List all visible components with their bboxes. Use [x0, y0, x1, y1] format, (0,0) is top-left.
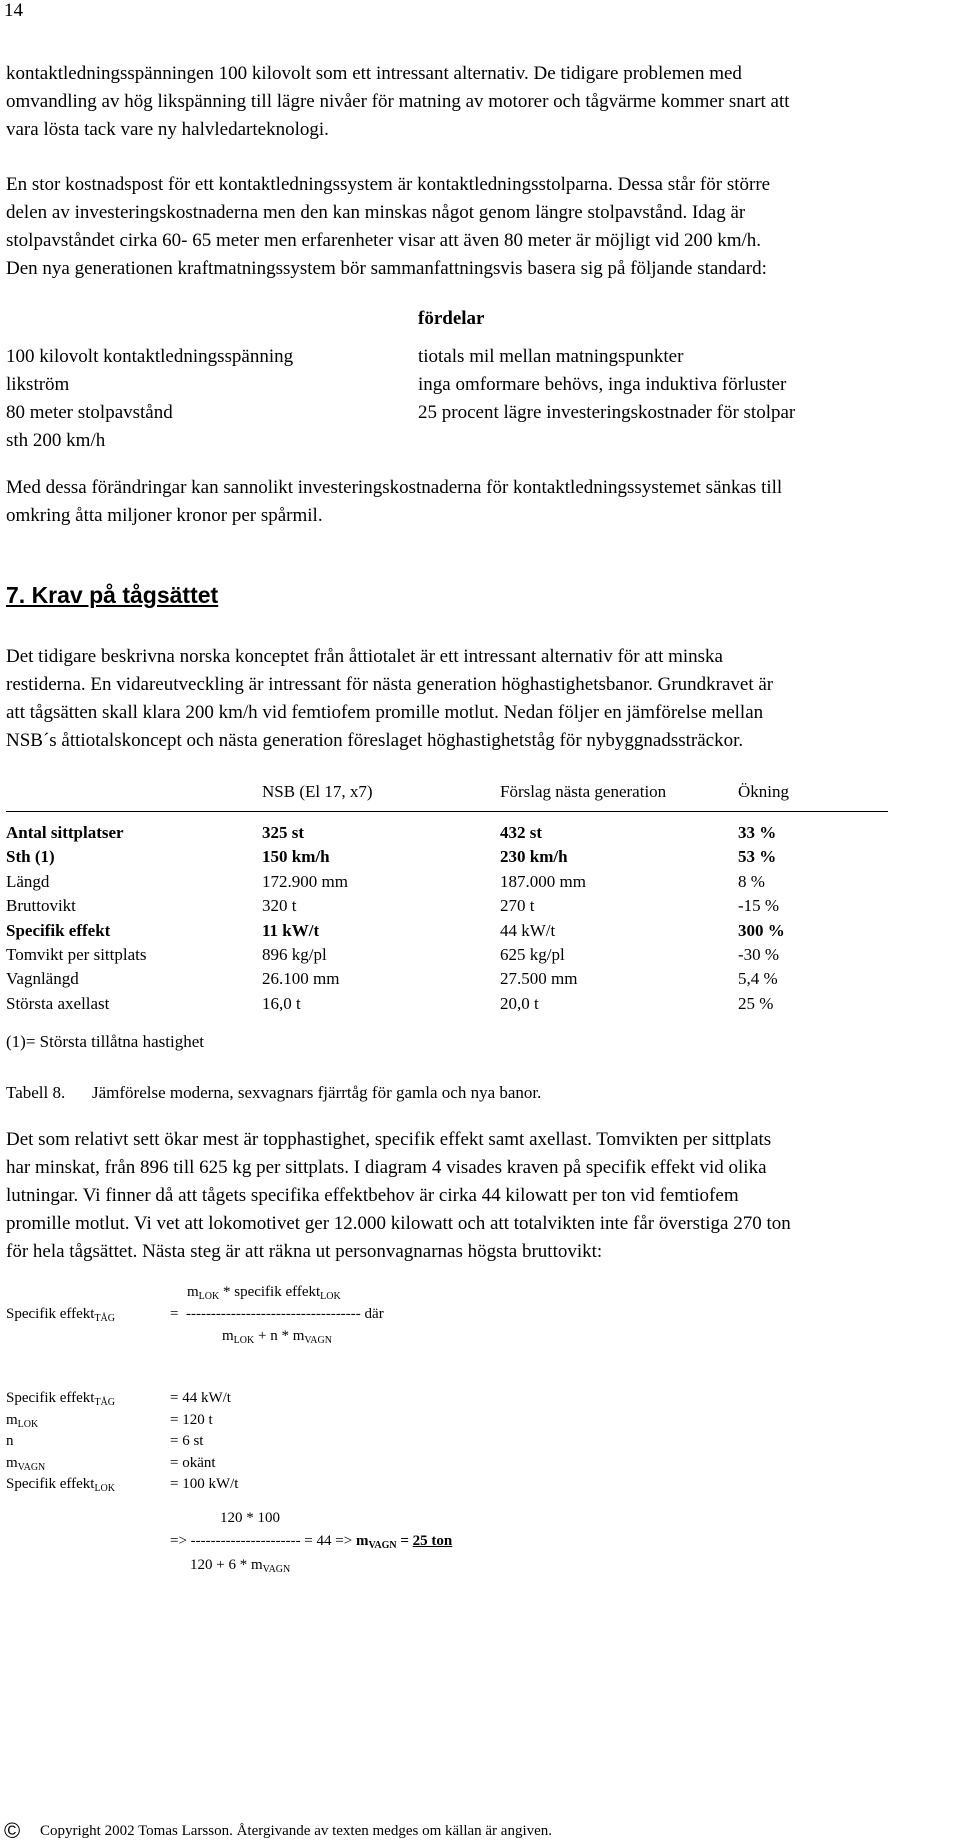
table-cell-okning: 300 %: [738, 920, 785, 940]
text-line: Med dessa förändringar kan sannolikt investeringskostnaderna för kontaktledningssystemet sänkas till: [6, 477, 783, 498]
text-line: Den nya generationen kraftmatningssystem bör sammanfattningsvis basera sig på följande standard:: [6, 258, 767, 279]
text-line: omvandling av hög likspänning till lägre nivåer för matning av motorer och tågvärme kommer snart att: [6, 91, 790, 112]
table-footnote: (1)= Största tillåtna hastighet: [6, 1032, 204, 1051]
calc-line: [170, 1533, 452, 1551]
calc-subscript: VAGN: [368, 1540, 397, 1551]
variable-value: = 120 t: [170, 1411, 213, 1428]
variable-name: n: [6, 1433, 14, 1449]
calc-numerator: 120 * 100: [220, 1510, 280, 1526]
variable-row: [6, 1412, 38, 1430]
text-line: vara lösta tack vare ny halvledarteknologi.: [6, 119, 329, 140]
table-caption: Jämförelse moderna, sexvagnars fjärrtåg för gamla och nya banor.: [92, 1083, 542, 1102]
advantage-item: 25 procent lägre investeringskostnader för stolpar: [418, 402, 796, 423]
table-cell-forslag: 230 km/h: [500, 847, 568, 867]
table-cell-forslag: 20,0 t: [500, 993, 539, 1013]
table-cell-nsb: 150 km/h: [262, 847, 330, 867]
variable-row: [6, 1390, 115, 1408]
formula-text: Specifik effekt: [6, 1306, 95, 1322]
formula-text: + n * m: [254, 1328, 305, 1344]
table-cell-forslag: 432 st: [500, 823, 543, 842]
variable-subscript: VAGN: [17, 1461, 46, 1473]
text-line: stolpavståndet cirka 60- 65 meter men erfarenheter visar att även 80 meter är möjligt vid 200 km/h.: [6, 230, 761, 251]
variable-value: = 44 kW/t: [170, 1390, 231, 1406]
standard-item: 100 kilovolt kontaktledningsspänning: [6, 346, 294, 367]
page-number: 14: [4, 0, 23, 21]
calc-symbol: m: [355, 1533, 369, 1549]
variable-value: = 100 kW/t: [170, 1476, 239, 1492]
advantage-item: inga omformare behövs, inga induktiva förluster: [418, 374, 787, 395]
text-line: promille motlut. Vi vet att lokomotivet ger 12.000 kilowatt och att totalvikten inte får överstiga 270 ton: [6, 1213, 791, 1234]
calc-result: 25 ton: [412, 1533, 453, 1549]
calc-text: => ---------------------- = 44 =>: [170, 1533, 356, 1549]
variable-name: m: [6, 1454, 18, 1471]
table-cell-nsb: 11 kW/t: [262, 920, 320, 940]
variable-subscript: TÅG: [94, 1397, 116, 1408]
standard-item: 80 meter stolpavstånd: [6, 402, 173, 423]
table-cell-forslag: 187.000 mm: [500, 871, 586, 891]
formula-subscript: LOK: [233, 1335, 255, 1346]
variable-subscript: LOK: [94, 1483, 116, 1494]
text-line: Det som relativt sett ökar mest är topphastighet, specifik effekt samt axellast. Tomvikten per sittplats: [6, 1129, 772, 1150]
variable-row: [6, 1476, 115, 1494]
table-cell-label: Antal sittplatser: [6, 823, 124, 842]
formula-text: * specifik effekt: [219, 1284, 321, 1300]
advantage-item: tiotals mil mellan matningspunkter: [418, 346, 684, 367]
comparison-table: [0, 770, 960, 1013]
paragraph-intro: [6, 60, 954, 144]
table-cell-okning: 8 %: [738, 871, 765, 891]
table-cell-forslag: 44 kW/t: [500, 920, 556, 940]
standard-list: [6, 343, 293, 455]
table-cell-label: Vagnlängd: [6, 969, 79, 989]
text-line: har minskat, från 896 till 625 kg per sittplats. I diagram 4 visades kraven på specifik effekt vid olika: [6, 1157, 767, 1178]
footer-copyright: Copyright 2002 Tomas Larsson. Återgivande av texten medges om källan är angiven.: [40, 1823, 553, 1839]
paragraph-krav: [6, 643, 954, 755]
text-line: för hela tågsättet. Nästa steg är att räkna ut personvagnarnas högsta bruttovikt:: [6, 1241, 603, 1262]
variable-name: m: [6, 1411, 18, 1428]
formula-subscript: LOK: [198, 1291, 220, 1302]
table-cell-label: Bruttovikt: [6, 896, 76, 916]
text-line: omkring åtta miljoner kronor per spårmil.: [6, 505, 323, 526]
text-line: delen av investeringskostnaderna men den kan minskas något genom längre stolpavstånd. Idag är: [6, 202, 746, 223]
text-line: Det tidigare beskrivna norska konceptet från åttiotalet är ett intressant alternativ för att minska: [6, 646, 723, 667]
fordelar-heading: fördelar: [418, 308, 485, 329]
formula-subscript: TÅG: [94, 1313, 116, 1324]
table-cell-nsb: 172.900 mm: [262, 871, 348, 891]
table-cell-forslag: 625 kg/pl: [500, 945, 565, 964]
variable-name: Specifik effekt: [6, 1476, 95, 1492]
variable-row: [6, 1433, 14, 1450]
formula-fraction-line: = ----------------------------------- där: [170, 1306, 384, 1322]
table-cell-label: Tomvikt per sittplats: [6, 945, 147, 964]
table-cell-label: Sth (1): [6, 847, 55, 867]
text-line: En stor kostnadspost för ett kontaktledningssystem är kontaktledningsstolparna. Dessa står för större: [6, 174, 771, 195]
calc-equals: =: [396, 1533, 413, 1549]
text-line: lutningar. Vi finner då att tågets specifika effektbehov är cirka 44 kilowatt per ton vid femtiofem: [6, 1185, 739, 1206]
variable-value: = 6 st: [170, 1433, 204, 1449]
table-cell-okning: 53 %: [738, 847, 777, 867]
table-cell-okning: 5,4 %: [738, 969, 778, 989]
copyright-icon: ©: [4, 1818, 21, 1843]
formula-denominator: [222, 1328, 332, 1346]
variable-value: = okänt: [170, 1454, 216, 1471]
column-header-nsb: NSB (El 17, x7): [262, 782, 373, 801]
formula-lhs: [6, 1306, 115, 1324]
table-cell-okning: -15 %: [738, 896, 780, 916]
table-cell-nsb: 320 t: [262, 896, 297, 916]
variable-subscript: LOK: [17, 1418, 39, 1430]
paragraph-analysis: [6, 1126, 954, 1266]
text-line: restiderna. En vidareutveckling är intressant för nästa generation höghastighetsbanor. Grundkravet är: [6, 674, 774, 695]
advantages-list: [418, 343, 795, 427]
paragraph-conclusion: [6, 474, 954, 530]
table-cell-label: Största axellast: [6, 993, 110, 1013]
table-caption-label: Tabell 8.: [6, 1083, 66, 1102]
section-heading: 7. Krav på tågsättet: [6, 582, 219, 608]
column-header-forslag: Förslag nästa generation: [500, 782, 667, 801]
calc-denominator: [190, 1557, 290, 1575]
table-cell-label: Specifik effekt: [6, 920, 111, 940]
calc-subscript: VAGN: [262, 1564, 291, 1575]
table-cell-forslag: 27.500 mm: [500, 969, 578, 989]
table-cell-nsb: 26.100 mm: [262, 969, 340, 989]
column-header-okning: Ökning: [738, 782, 789, 801]
text-line: att tågsätten skall klara 200 km/h vid femtiofem promille motlut. Nedan följer en jämförelse mellan: [6, 702, 764, 723]
table-cell-forslag: 270 t: [500, 896, 535, 916]
table-cell-okning: 33 %: [738, 823, 777, 842]
standard-item: likström: [6, 374, 70, 395]
text-line: kontaktledningsspänningen 100 kilovolt som ett intressant alternativ. De tidigare problemen med: [6, 63, 742, 84]
table-cell-nsb: 896 kg/pl: [262, 945, 327, 964]
variable-row: [6, 1455, 45, 1473]
formula-subscript: VAGN: [304, 1335, 332, 1346]
paragraph-stolpar: [6, 171, 954, 283]
variable-name: Specifik effekt: [6, 1390, 95, 1406]
table-header-rule: [6, 811, 888, 812]
table-cell-label: Längd: [6, 871, 50, 891]
formula-numerator: [187, 1284, 341, 1302]
formula-subscript: LOK: [320, 1291, 341, 1302]
table-cell-okning: -30 %: [738, 945, 780, 964]
text-line: NSB´s åttiotalskoncept och nästa generation föreslaget höghastighetståg för nybyggnadssträckor.: [6, 730, 744, 751]
table-cell-nsb: 325 st: [262, 823, 305, 842]
formula-symbol: m: [187, 1284, 199, 1300]
standard-item: sth 200 km/h: [6, 430, 106, 451]
formula-symbol: m: [222, 1328, 234, 1344]
calc-text: 120 + 6 * m: [190, 1557, 263, 1573]
table-cell-nsb: 16,0 t: [262, 993, 301, 1013]
table-cell-okning: 25 %: [738, 993, 774, 1013]
